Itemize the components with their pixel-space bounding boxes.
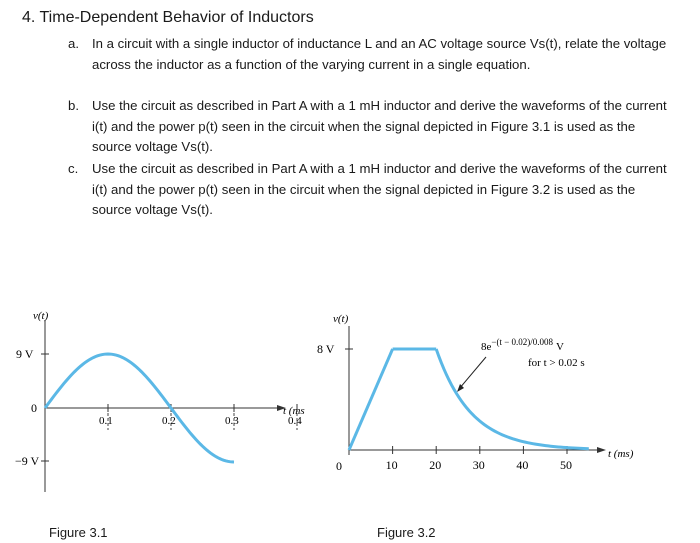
item-letter: b. bbox=[68, 98, 79, 113]
fig2-annotation-pointer bbox=[459, 357, 486, 389]
fig2-y-label: v(t) bbox=[333, 313, 349, 325]
formula-exponent: −(t − 0.02)/0.008 bbox=[491, 337, 554, 347]
fig2-xtick-label: 30 bbox=[472, 458, 485, 472]
fig2-annotation-arrowhead bbox=[457, 384, 464, 392]
question-heading: 4. Time-Dependent Behavior of Inductors bbox=[22, 9, 314, 26]
fig1-xtick-label: 0.2 bbox=[162, 415, 176, 427]
fig1-ytick-label: −9 V bbox=[15, 454, 40, 468]
fig1-y-label: v(t) bbox=[33, 310, 49, 322]
item-letter: a. bbox=[68, 36, 79, 51]
fig2-annotation-condition: for t > 0.02 s bbox=[528, 357, 585, 369]
formula-base: 8e bbox=[481, 341, 492, 353]
fig2-series-ramp bbox=[349, 349, 393, 450]
fig2-xtick-label: 10 bbox=[385, 458, 398, 472]
fig2-xtick-label: 20 bbox=[429, 458, 442, 472]
figure-3-1-caption: Figure 3.1 bbox=[49, 525, 108, 540]
fig2-xtick-label: 40 bbox=[516, 458, 529, 472]
item-letter: c. bbox=[68, 161, 79, 176]
figure-3-2 bbox=[317, 313, 634, 473]
figure-3-1 bbox=[15, 310, 305, 492]
item-text: In a circuit with a single inductor of inductance L and an AC voltage source Vs(t), relate the voltage across the inductor as a function of the varying current in a single equation. bbox=[92, 36, 667, 72]
item-text: Use the circuit as described in Part A with a 1 mH inductor and derive the waveforms of the current i(t) and the power p(t) seen in the circuit when the signal depicted in Figure 3.1 is used as the source voltage Vs(t). bbox=[92, 98, 667, 154]
fig1-xtick-label: 0.3 bbox=[225, 415, 239, 427]
fig1-x-label: t (ms bbox=[283, 405, 305, 417]
fig1-ytick-label: 9 V bbox=[16, 347, 34, 361]
formula-unit: V bbox=[556, 341, 564, 353]
fig2-ytick-label: 0 bbox=[336, 459, 342, 473]
fig2-x-label: t (ms) bbox=[608, 448, 634, 460]
fig2-xtick-label: 50 bbox=[560, 458, 572, 472]
item-text: Use the circuit as described in Part A with a 1 mH inductor and derive the waveforms of the current i(t) and the power p(t) seen in the circuit when the signal depicted in Figure 3.2 is used as the source voltage Vs(t). bbox=[92, 161, 667, 217]
fig2-annotation-formula bbox=[481, 337, 564, 353]
fig1-xtick-label: 0.4 bbox=[288, 415, 302, 427]
fig2-x-arrow bbox=[597, 447, 606, 453]
figure-3-2-caption: Figure 3.2 bbox=[377, 525, 436, 540]
fig2-ytick-label: 8 V bbox=[317, 342, 335, 356]
fig1-ytick-label: 0 bbox=[31, 401, 37, 415]
fig1-xtick-label: 0.1 bbox=[99, 415, 113, 427]
